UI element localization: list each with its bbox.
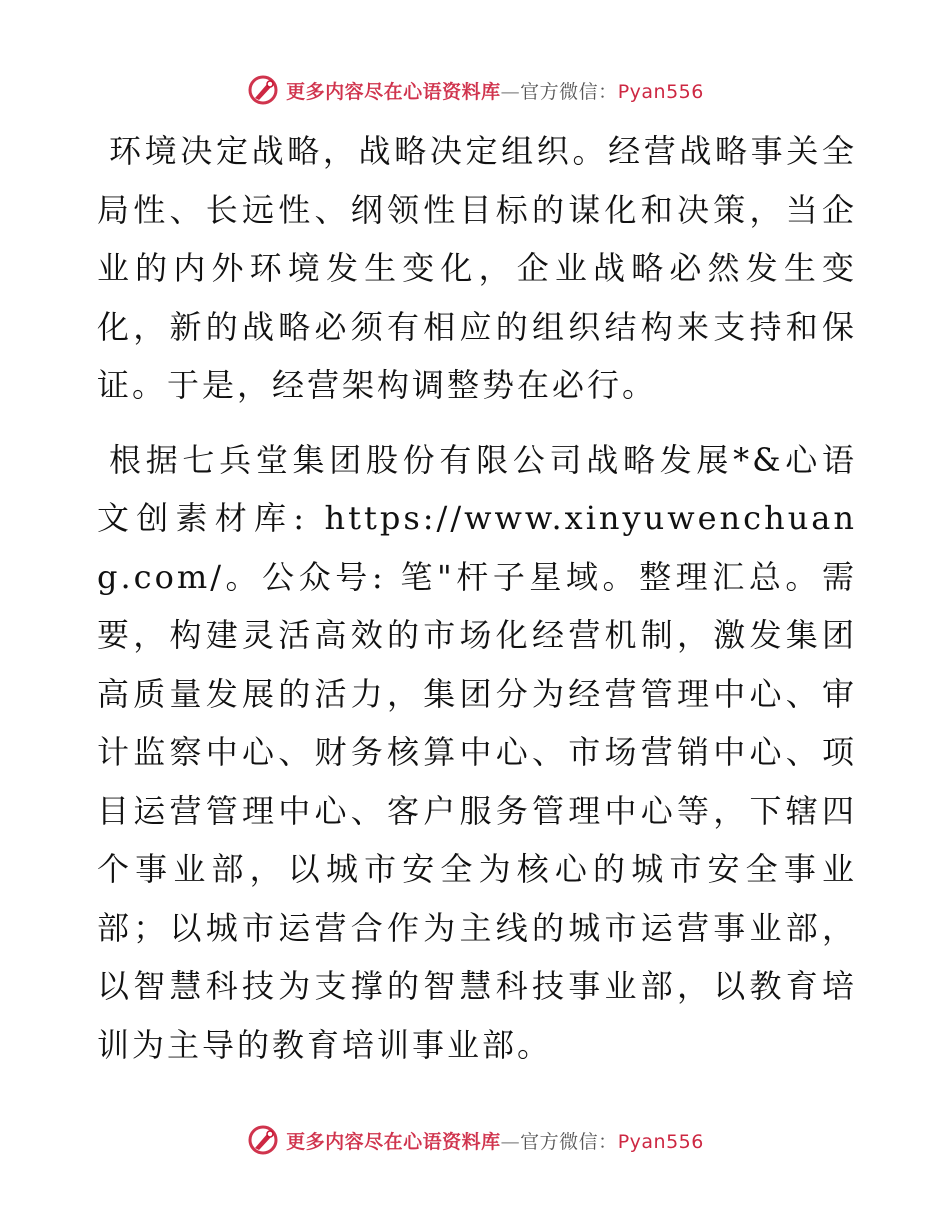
watermark-separator: —	[500, 1130, 521, 1153]
header-watermark	[0, 70, 950, 110]
paragraph-structure: 根据七兵堂集团股份有限公司战略发展*&心语文创素材库: https://www.xinyuwenchuang.com/。公众号: 笔"杆子星域。整理汇总。需要，构建灵活高效的市场化经营机制，激发集团高质量发展的活力，集团分为经营管理中心、审计监察中心、财务核算中心、市场营销中心、项目运营管理中心、客户服务管理中心等，下辖四个事业部，以城市安全为核心的城市安全事业部；以城市运营合作为主线的城市运营事业部，以智慧科技为支撑的智慧科技事业部，以教育培训为主导的教育培训事业部。	[97, 440, 857, 1064]
watermark-wechat-id: Pyan556	[617, 80, 704, 103]
brand-logo-icon	[246, 1123, 280, 1157]
watermark-wechat-id: Pyan556	[617, 1130, 704, 1153]
watermark-wechat-label: 官方微信：	[520, 1130, 618, 1153]
paragraph-strategy: 环境决定战略，战略决定组织。经营战略事关全局性、长远性、纲领性目标的谋化和决策，当企业的内外环境发生变化，企业战略必然发生变化，新的战略必须有相应的组织结构来支持和保证。于是，经营架构调整势在必行。	[97, 132, 857, 404]
watermark-brand: 更多内容尽在心语资料库	[286, 1130, 501, 1153]
watermark-text	[286, 77, 704, 104]
watermark-text	[286, 1127, 704, 1154]
watermark-wechat-label: 官方微信：	[520, 80, 618, 103]
watermark-brand: 更多内容尽在心语资料库	[286, 80, 501, 103]
watermark-separator: —	[500, 80, 521, 103]
footer-watermark	[0, 1120, 950, 1160]
document-body	[97, 122, 857, 1074]
brand-logo-icon	[246, 73, 280, 107]
